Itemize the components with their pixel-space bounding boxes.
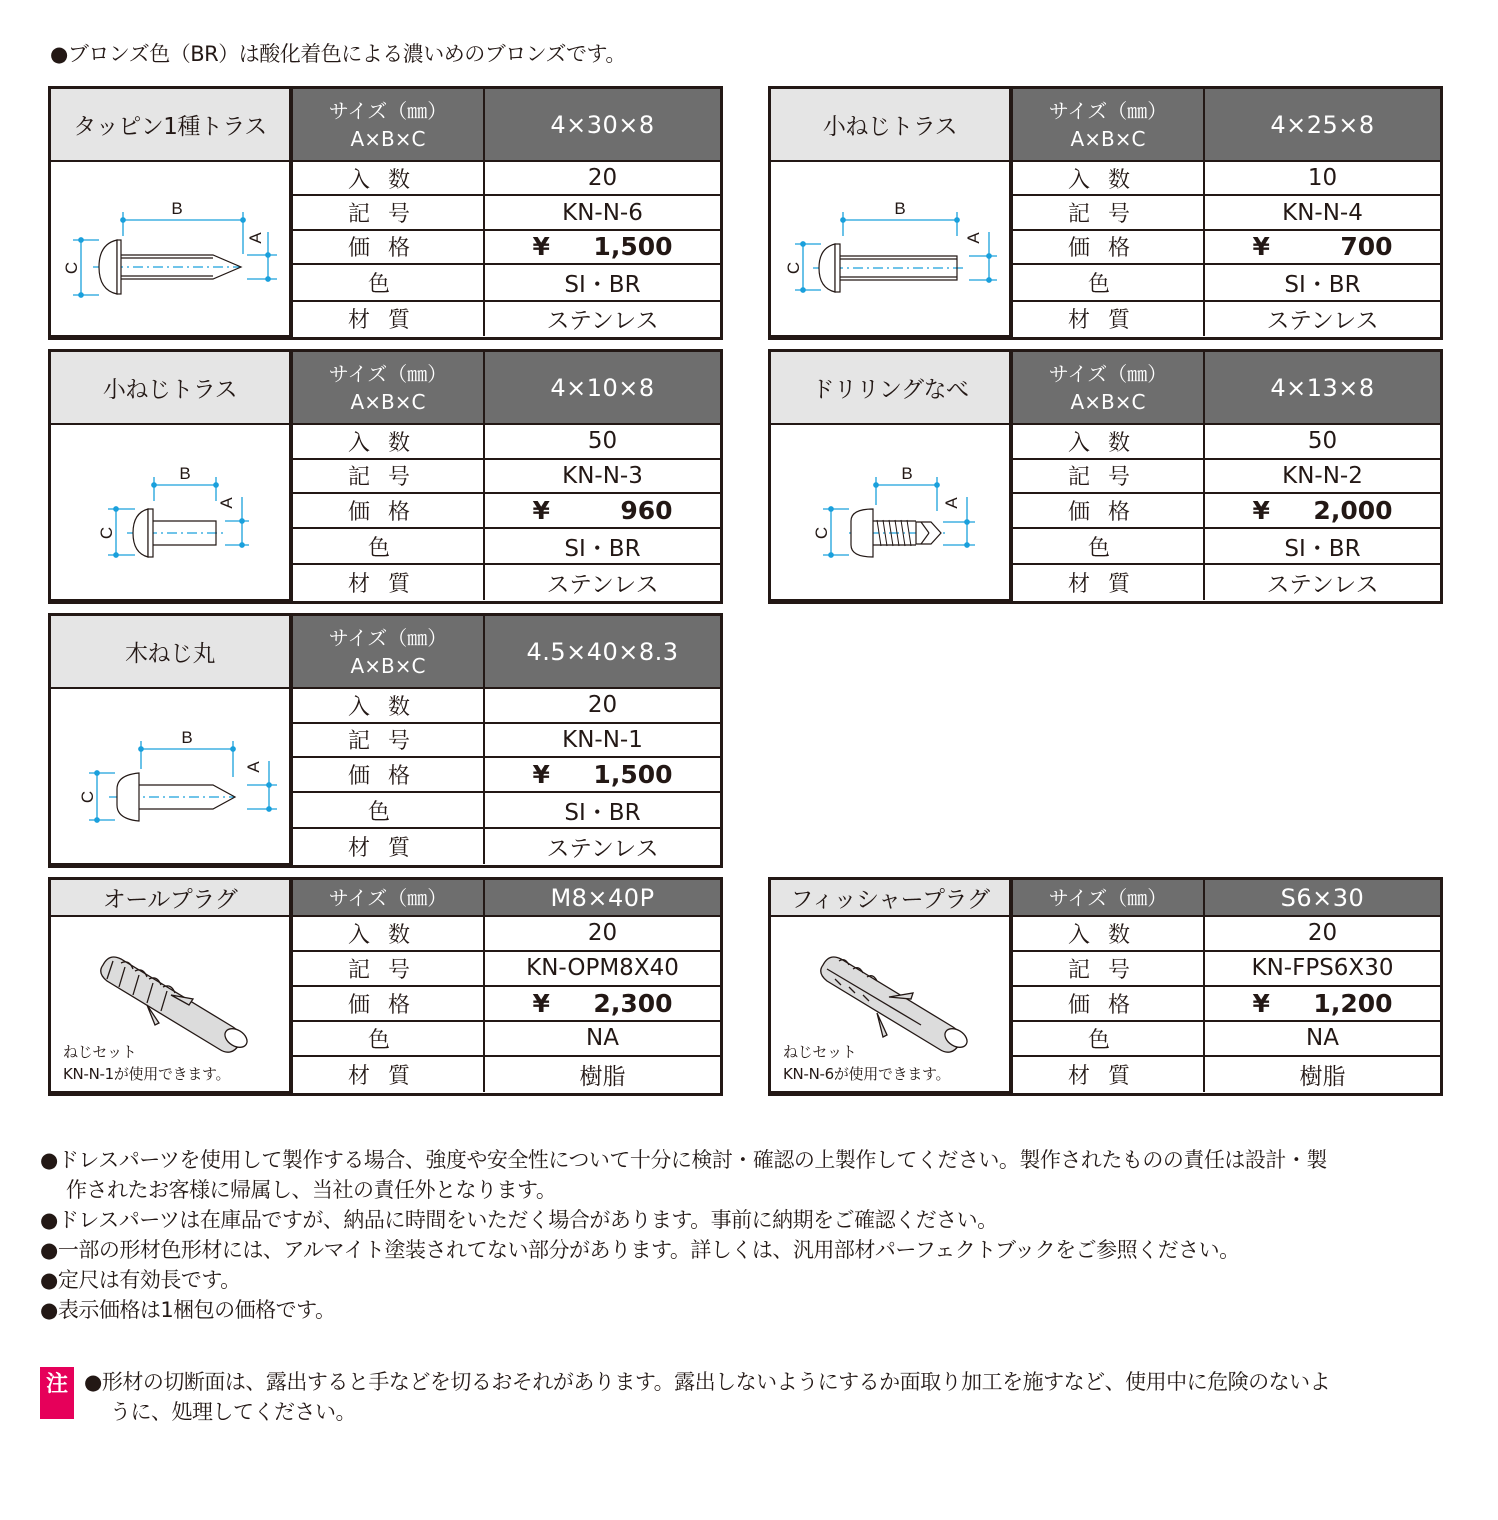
size-value: 4×13×8 — [1204, 352, 1440, 424]
size-value: S6×30 — [1204, 880, 1440, 916]
material-value: ステンレス — [484, 564, 720, 600]
screw-diagram-icon — [51, 689, 289, 867]
code-value: KN-N-1 — [484, 723, 720, 758]
color-label: 色 — [291, 792, 484, 829]
qty-value: 20 — [1204, 916, 1440, 951]
price-value: ¥ 1,200 — [1204, 986, 1440, 1021]
code-label: 記号 — [291, 951, 484, 986]
product-table-tapping-truss — [48, 86, 723, 340]
size-label: サイズ（㎜） A×B×C — [1011, 352, 1204, 424]
color-value: SI・BR — [1204, 264, 1440, 300]
material-value: ステンレス — [484, 828, 720, 864]
qty-value: 20 — [484, 916, 720, 951]
code-value: KN-N-2 — [1204, 459, 1440, 494]
qty-label: 入数 — [1011, 161, 1204, 195]
code-label: 記号 — [1011, 951, 1204, 986]
color-label: 色 — [1011, 1021, 1204, 1056]
qty-label: 入数 — [291, 688, 484, 723]
code-label: 記号 — [291, 723, 484, 758]
size-value: 4.5×40×8.3 — [484, 616, 720, 688]
material-value: 樹脂 — [1204, 1056, 1440, 1092]
product-name: ドリリングなべ — [771, 352, 1011, 424]
note-item: ●一部の形材色形材には、アルマイト塗装されてない部分があります。詳しくは、汎用部材パーフェクトブックをご参照ください。 — [40, 1238, 1240, 1262]
code-value: KN-N-4 — [1204, 195, 1440, 229]
product-name: 木ねじ丸 — [51, 616, 291, 688]
note-item: ●定尺は有効長です。 — [40, 1268, 241, 1292]
bronze-color-note: ●ブロンズ色（BR）は酸化着色による濃いめのブロンズです。 — [50, 42, 626, 66]
size-value: 4×25×8 — [1204, 89, 1440, 161]
color-label: 色 — [291, 1021, 484, 1056]
size-label: サイズ（㎜） A×B×C — [291, 352, 484, 424]
product-table-machine-truss-25 — [768, 86, 1443, 340]
size-label: サイズ（㎜） A×B×C — [291, 616, 484, 688]
qty-value: 50 — [1204, 424, 1440, 459]
qty-value: 20 — [484, 688, 720, 723]
qty-value: 10 — [1204, 161, 1440, 195]
price-value: ¥ 700 — [1204, 230, 1440, 264]
price-value: ¥ 2,300 — [484, 986, 720, 1021]
code-value: KN-OPM8X40 — [484, 951, 720, 986]
qty-label: 入数 — [1011, 916, 1204, 951]
qty-label: 入数 — [291, 916, 484, 951]
notes-list — [40, 1145, 1327, 1325]
price-label: 価格 — [1011, 230, 1204, 264]
plug-table-all-plug — [48, 877, 723, 1096]
caution-badge: 注 — [40, 1367, 74, 1419]
svg-text:B: B — [171, 199, 183, 218]
code-value: KN-N-3 — [484, 459, 720, 494]
machine-screw-truss-diagram — [771, 161, 1011, 336]
qty-label: 入数 — [1011, 424, 1204, 459]
material-value: 樹脂 — [484, 1056, 720, 1092]
tapping-screw-truss-diagram — [51, 161, 291, 336]
product-name: 小ねじトラス — [51, 352, 291, 424]
svg-text:B: B — [179, 464, 191, 483]
machine-screw-truss-short-diagram — [51, 424, 291, 600]
color-value: NA — [1204, 1021, 1440, 1056]
product-name: 小ねじトラス — [771, 89, 1011, 161]
product-table-wood-screw — [48, 613, 723, 868]
color-label: 色 — [1011, 528, 1204, 565]
material-label: 材質 — [1011, 1056, 1204, 1092]
qty-label: 入数 — [291, 424, 484, 459]
qty-value: 50 — [484, 424, 720, 459]
material-label: 材質 — [291, 828, 484, 864]
price-label: 価格 — [291, 757, 484, 792]
note-item: ●ドレスパーツを使用して製作する場合、強度や安全性について十分に検討・確認の上製作してください。製作されたものの責任は設計・製 — [40, 1148, 1327, 1172]
color-label: 色 — [1011, 264, 1204, 300]
plug-screw-note: ねじセット KN-N-1が使用できます。 — [63, 1043, 231, 1083]
code-label: 記号 — [1011, 195, 1204, 229]
code-label: 記号 — [291, 195, 484, 229]
svg-text:A: A — [217, 497, 236, 509]
all-plug-image — [51, 916, 291, 1092]
color-label: 色 — [291, 264, 484, 300]
size-label: サイズ（㎜） — [291, 880, 484, 916]
material-value: ステンレス — [1204, 564, 1440, 600]
color-label: 色 — [291, 528, 484, 565]
color-value: SI・BR — [484, 792, 720, 829]
color-value: SI・BR — [484, 528, 720, 565]
svg-text:A: A — [942, 497, 961, 509]
size-label: サイズ（㎜） A×B×C — [1011, 89, 1204, 161]
material-value: ステンレス — [1204, 301, 1440, 336]
color-value: SI・BR — [1204, 528, 1440, 565]
code-value: KN-N-6 — [484, 195, 720, 229]
note-item: ●表示価格は1梱包の価格です。 — [40, 1298, 336, 1322]
svg-text:C: C — [812, 526, 831, 540]
svg-text:B: B — [181, 728, 193, 747]
screw-diagram-icon — [771, 162, 1009, 340]
code-value: KN-FPS6X30 — [1204, 951, 1440, 986]
color-value: SI・BR — [484, 264, 720, 300]
svg-text:C: C — [62, 261, 81, 275]
note-item: ●ドレスパーツは在庫品ですが、納品に時間をいただく場合があります。事前に納期をご確認ください。 — [40, 1208, 998, 1232]
screw-diagram-icon — [771, 425, 1009, 603]
plug-table-fischer-plug — [768, 877, 1443, 1096]
price-label: 価格 — [291, 493, 484, 528]
product-name: タッピン1種トラス — [51, 89, 291, 161]
note-item: 作されたお客様に帰属し、当社の責任外となります。 — [66, 1178, 557, 1202]
svg-text:C: C — [784, 261, 803, 275]
size-value: 4×10×8 — [484, 352, 720, 424]
material-label: 材質 — [1011, 301, 1204, 336]
price-label: 価格 — [291, 986, 484, 1021]
svg-text:A: A — [246, 232, 265, 244]
qty-label: 入数 — [291, 161, 484, 195]
price-label: 価格 — [291, 230, 484, 264]
screw-diagram-icon — [51, 162, 289, 340]
svg-text:C: C — [78, 790, 97, 804]
product-table-machine-truss-10 — [48, 349, 723, 604]
price-value: ¥ 960 — [484, 493, 720, 528]
svg-text:C: C — [97, 526, 116, 540]
price-value: ¥ 1,500 — [484, 230, 720, 264]
product-name: フィッシャープラグ — [771, 880, 1011, 916]
fischer-plug-image — [771, 916, 1011, 1092]
product-name: オールプラグ — [51, 880, 291, 916]
color-value: NA — [484, 1021, 720, 1056]
screw-diagram-icon — [51, 425, 289, 603]
material-label: 材質 — [291, 301, 484, 336]
material-label: 材質 — [291, 1056, 484, 1092]
price-label: 価格 — [1011, 493, 1204, 528]
caution-text: ●形材の切断面は、露出すると手などを切るおそれがあります。露出しないようにするか面取り加工を施すなど、使用中に危険のないよ うに、処理してください。 — [84, 1370, 1331, 1424]
size-label: サイズ（㎜） — [1011, 880, 1204, 916]
qty-value: 20 — [484, 161, 720, 195]
size-value: 4×30×8 — [484, 89, 720, 161]
wood-screw-round-diagram — [51, 688, 291, 864]
svg-text:B: B — [894, 199, 906, 218]
drilling-pan-screw-diagram — [771, 424, 1011, 600]
size-label: サイズ（㎜） A×B×C — [291, 89, 484, 161]
svg-text:B: B — [901, 464, 913, 483]
plug-screw-note: ねじセット KN-N-6が使用できます。 — [783, 1043, 951, 1083]
material-label: 材質 — [1011, 564, 1204, 600]
price-value: ¥ 2,000 — [1204, 493, 1440, 528]
material-label: 材質 — [291, 564, 484, 600]
size-value: M8×40P — [484, 880, 720, 916]
material-value: ステンレス — [484, 301, 720, 336]
code-label: 記号 — [1011, 459, 1204, 494]
svg-text:A: A — [244, 761, 263, 773]
product-table-drilling-pan — [768, 349, 1443, 604]
price-label: 価格 — [1011, 986, 1204, 1021]
svg-text:A: A — [964, 232, 983, 244]
price-value: ¥ 1,500 — [484, 757, 720, 792]
code-label: 記号 — [291, 459, 484, 494]
